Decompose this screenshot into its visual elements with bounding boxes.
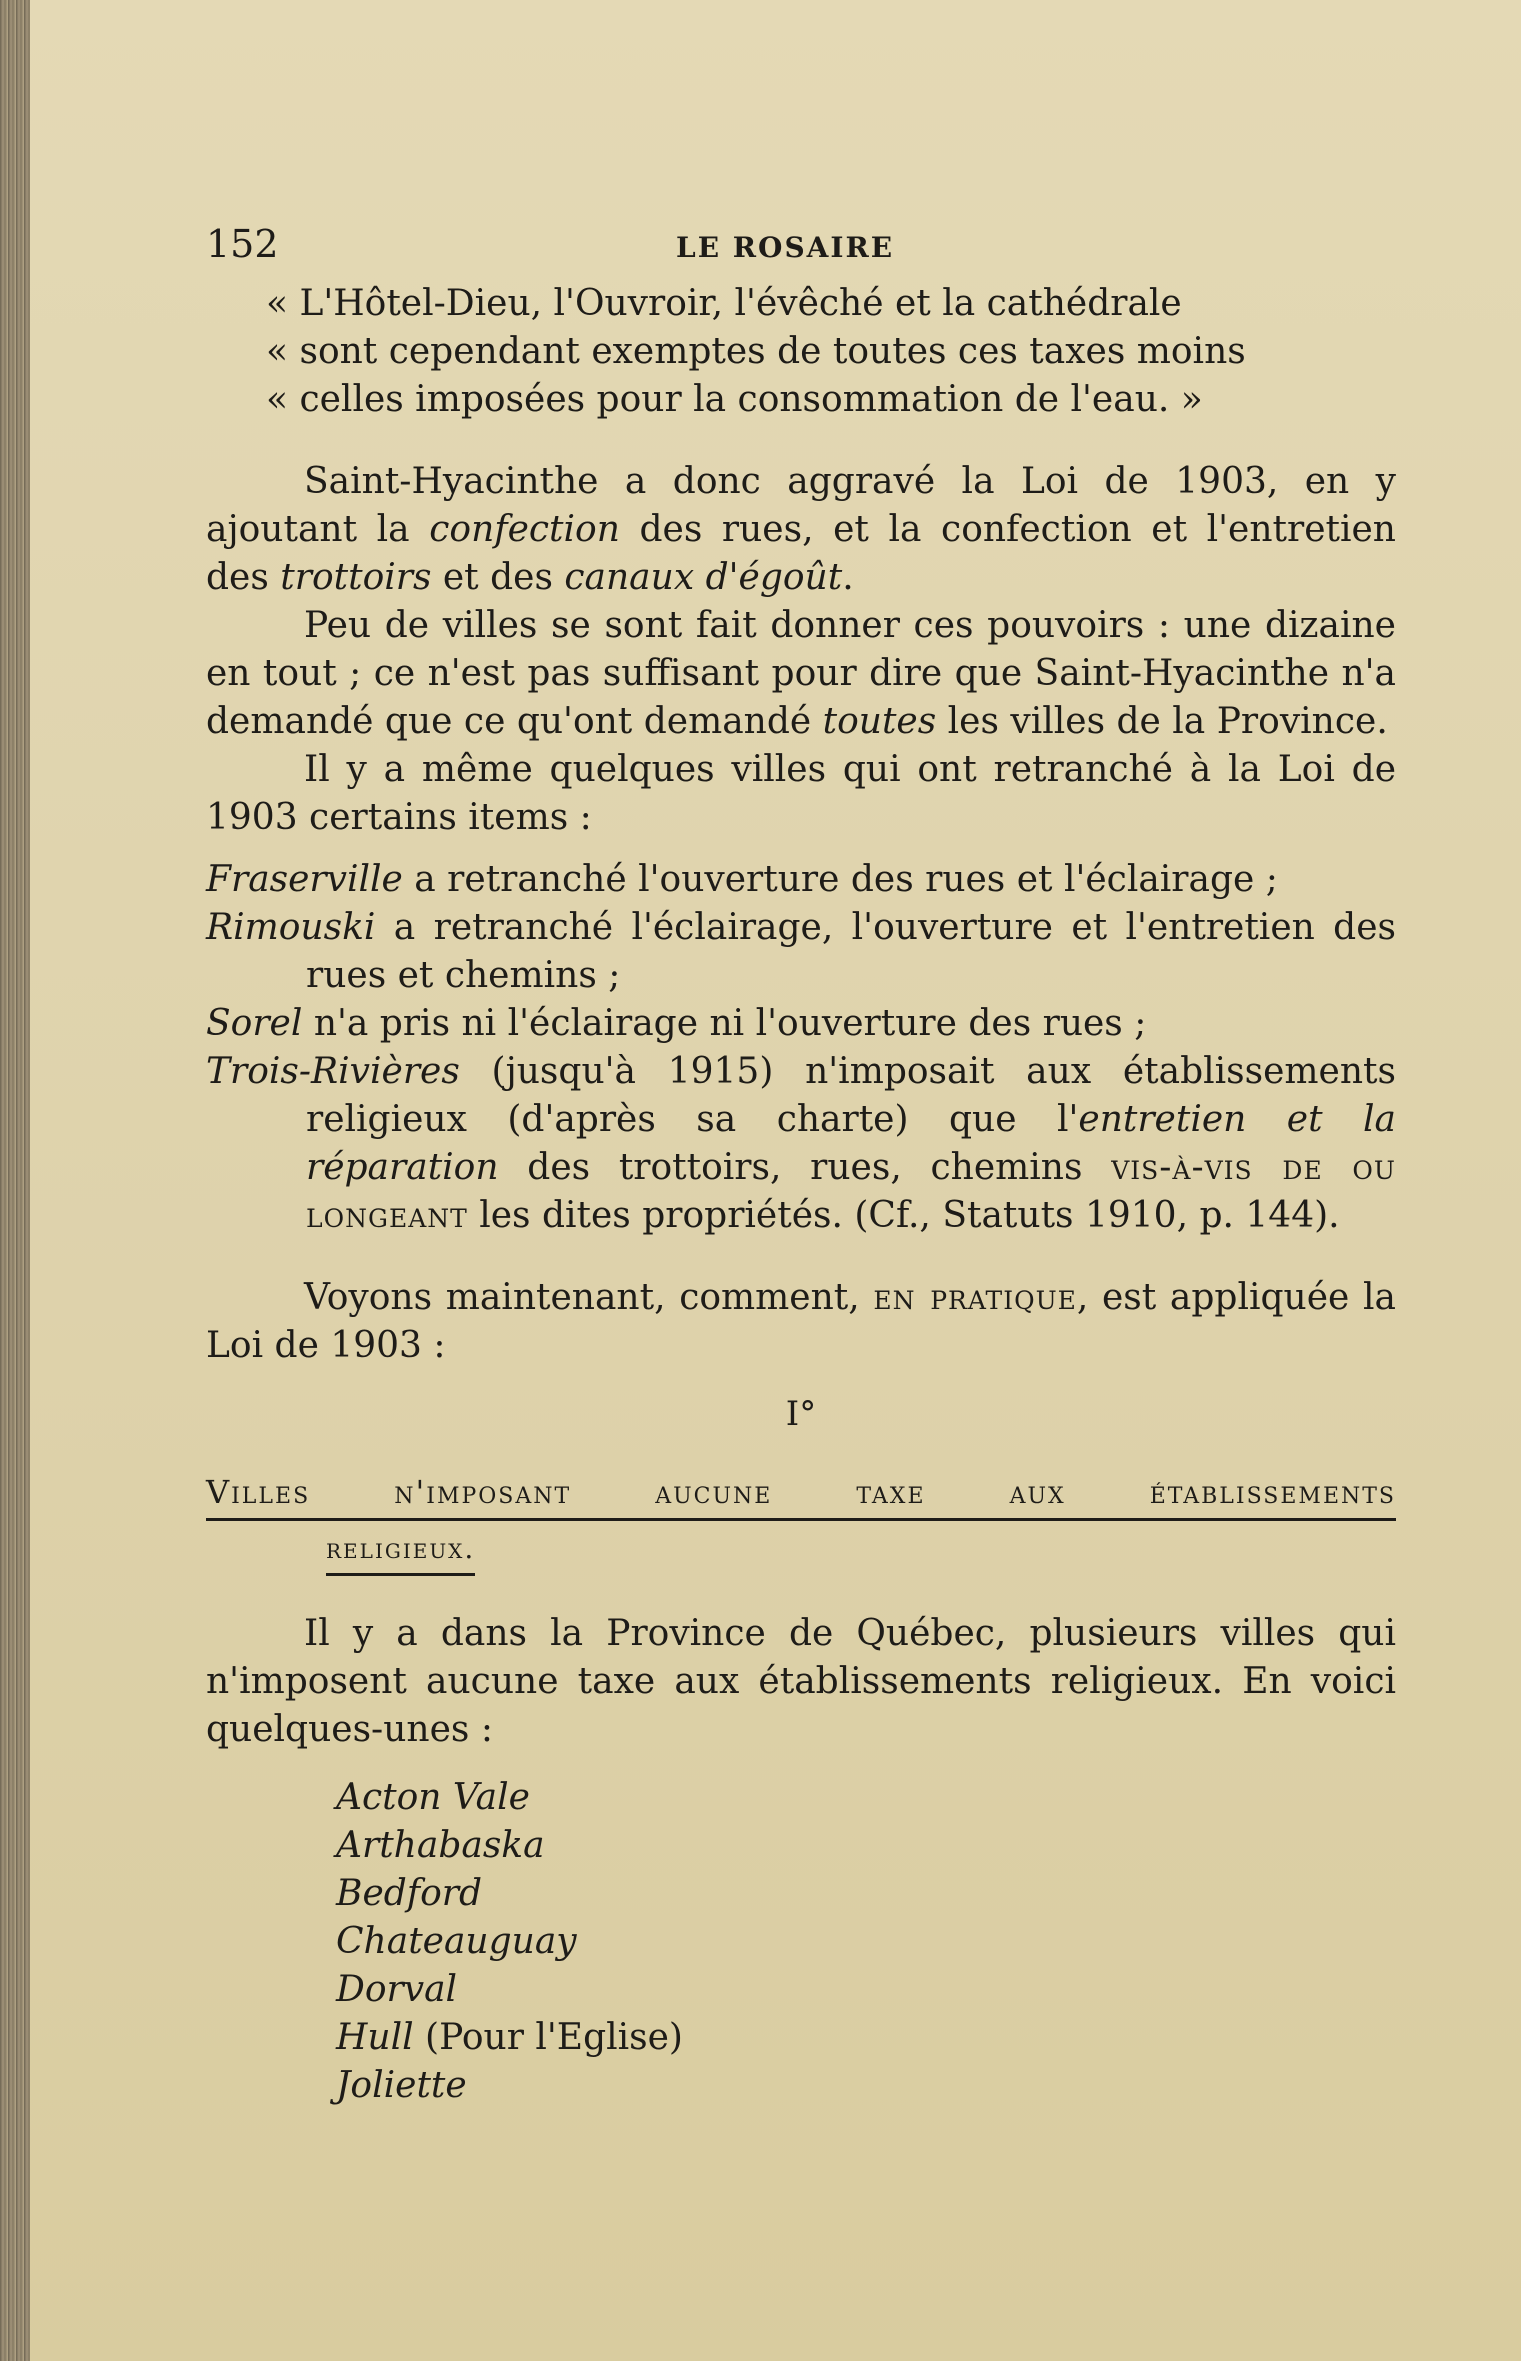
list-item: Sorel n'a pris ni l'éclairage ni l'ouverture des rues ; <box>206 1003 1147 1044</box>
running-title: LE ROSAIRE <box>676 231 895 264</box>
list-item: Rimouski a retranché l'éclairage, l'ouverture et l'entretien des rues et chemins ; <box>206 907 1396 996</box>
list-item: Acton Vale <box>336 1777 530 1818</box>
list-item: Joliette <box>336 2065 467 2106</box>
section-heading-line: religieux. <box>326 1525 475 1576</box>
paragraph-aggravation: Saint-Hyacinthe a donc aggravé la Loi de 1903, en y ajoutant la confection des rues, et la confection et l'entretien des trottoirs et des canaux d'égoût. <box>206 461 1396 598</box>
paragraph-towns-intro: Il y a dans la Province de Québec, plusieurs villes qui n'imposent aucune taxe aux établissements religieux. En voici quelques-unes : <box>206 1613 1396 1750</box>
list-item: Bedford <box>336 1873 483 1914</box>
section-number: I° <box>785 1394 817 1434</box>
list-item: Chateauguay <box>336 1921 577 1962</box>
paragraph-few-cities: Peu de villes se sont fait donner ces pouvoirs : une dizaine en tout ; ce n'est pas suffisant pour dire que Saint-Hyacinthe n'a demandé que ce qu'ont demandé toutes les villes de la Province. <box>206 605 1396 742</box>
list-item: Hull (Pour l'Eglise) <box>336 2017 683 2058</box>
page-header <box>206 220 1396 280</box>
quote-line: « L'Hôtel-Dieu, l'Ouvroir, l'évêché et la cathédrale <box>266 283 1182 324</box>
page-number: 152 <box>206 222 279 266</box>
paragraph-removed-items: Il y a même quelques villes qui ont retranché à la Loi de 1903 certains items : <box>206 749 1396 838</box>
book-page-edge <box>0 0 30 2361</box>
page-content <box>206 220 1396 2110</box>
quote-line: « celles imposées pour la consommation de l'eau. » <box>266 379 1203 420</box>
quote-block <box>206 280 1396 424</box>
quote-line: « sont cependant exemptes de toutes ces taxes moins <box>266 331 1246 372</box>
list-item: Fraserville a retranché l'ouverture des rues et l'éclairage ; <box>206 859 1278 900</box>
town-list <box>206 1774 1396 2110</box>
section-heading <box>206 1468 1396 1576</box>
list-item: Dorval <box>336 1969 458 2010</box>
paragraph-in-practice: Voyons maintenant, comment, en pratique, est appliquée la Loi de 1903 : <box>206 1277 1396 1366</box>
list-item: Arthabaska <box>336 1825 545 1866</box>
list-item: Trois-Rivières (jusqu'à 1915) n'imposait aux établissements religieux (d'après sa charte) que l'entretien et la réparation des trottoirs, rues, chemins vis-à-vis de ou longeant les dites propriétés. (Cf., Statuts 1910, p. 144). <box>206 1051 1396 1236</box>
section-heading-line: Villes n'imposant aucune taxe aux établissements <box>206 1468 1396 1521</box>
